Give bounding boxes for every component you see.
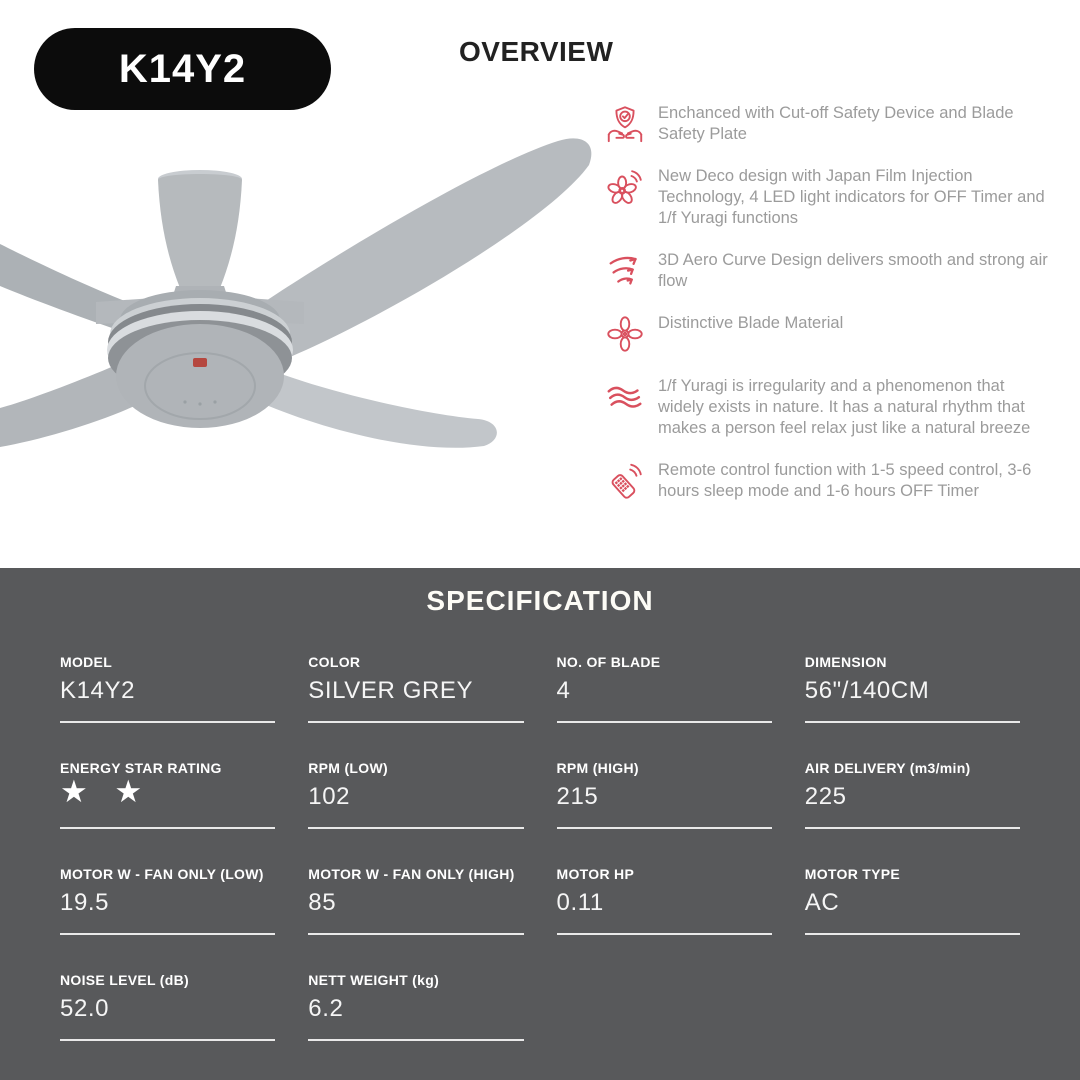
shield-hands-icon bbox=[604, 103, 646, 145]
spec-label: MODEL bbox=[60, 654, 113, 670]
yuragi-wave-icon bbox=[604, 376, 646, 418]
spec-divider bbox=[308, 1039, 523, 1041]
air-flow-icon bbox=[604, 250, 646, 292]
spec-divider bbox=[805, 827, 1020, 829]
spec-value: 102 bbox=[308, 783, 351, 810]
overview-title: OVERVIEW bbox=[459, 36, 614, 67]
feature-text: New Deco design with Japan Film Injection Technology, 4 LED light indicators for OFF Timer and 1/f Yuragi functions bbox=[658, 167, 1045, 227]
spec-value: SILVER GREY bbox=[308, 677, 474, 704]
spec-divider bbox=[308, 721, 523, 723]
spec-label: NETT WEIGHT (kg) bbox=[308, 972, 440, 988]
spec-value: AC bbox=[804, 889, 840, 916]
feature-item bbox=[604, 376, 1056, 439]
feature-text: Remote control function with 1-5 speed control, 3-6 hours sleep mode and 1-6 hours OFF Timer bbox=[658, 461, 1032, 500]
spec-label: MOTOR W - FAN ONLY (LOW) bbox=[60, 866, 264, 882]
spec-cell bbox=[557, 654, 772, 760]
feature-item bbox=[604, 460, 1056, 502]
spec-cell bbox=[557, 760, 772, 866]
spec-divider bbox=[557, 827, 772, 829]
specification-section bbox=[0, 568, 1080, 1080]
spec-value: 52.0 bbox=[60, 995, 110, 1022]
spec-divider bbox=[60, 721, 275, 723]
ceiling-fan-illustration bbox=[0, 128, 620, 570]
spec-cell bbox=[308, 760, 523, 866]
spec-cell bbox=[60, 760, 275, 866]
spec-value: 4 bbox=[556, 677, 571, 704]
spec-label: MOTOR W - FAN ONLY (HIGH) bbox=[308, 866, 515, 882]
spec-divider bbox=[805, 721, 1020, 723]
spec-label: MOTOR TYPE bbox=[804, 866, 901, 882]
spec-value: 215 bbox=[556, 783, 599, 810]
specification-title: SPECIFICATION bbox=[426, 585, 654, 616]
spec-cell bbox=[308, 866, 523, 972]
feature-list bbox=[604, 103, 1056, 502]
spec-divider bbox=[557, 933, 772, 935]
feature-item bbox=[604, 313, 1056, 355]
spec-divider bbox=[60, 933, 275, 935]
feature-text: Distinctive Blade Material bbox=[658, 314, 844, 332]
feature-item bbox=[604, 103, 1056, 145]
specification-grid bbox=[60, 654, 1020, 1078]
spec-cell bbox=[60, 972, 275, 1078]
spec-cell bbox=[805, 654, 1020, 760]
spec-value: K14Y2 bbox=[60, 677, 136, 704]
model-badge bbox=[34, 28, 331, 110]
spec-divider bbox=[308, 827, 523, 829]
spec-value: 225 bbox=[804, 783, 847, 810]
spec-divider bbox=[60, 827, 275, 829]
fan-signal-icon bbox=[604, 166, 646, 208]
spec-cell bbox=[60, 866, 275, 972]
spec-value: 6.2 bbox=[308, 995, 344, 1022]
brand-logo bbox=[193, 358, 207, 367]
product-image bbox=[0, 128, 620, 570]
spec-divider bbox=[60, 1039, 275, 1041]
spec-value: 0.11 bbox=[556, 889, 604, 916]
spec-value: 85 bbox=[308, 889, 337, 916]
spec-value: 19.5 bbox=[60, 889, 110, 916]
feature-text: 1/f Yuragi is irregularity and a phenomenon that widely exists in nature. It has a natural rhythm that makes a person feel relax just like a natural breeze bbox=[658, 377, 1031, 437]
feature-text: Enchanced with Cut-off Safety Device and Blade Safety Plate bbox=[658, 104, 1014, 143]
spec-label: ENERGY STAR RATING bbox=[60, 760, 222, 776]
spec-label: RPM (LOW) bbox=[308, 760, 388, 776]
spec-label: AIR DELIVERY (m3/min) bbox=[804, 760, 971, 776]
spec-divider bbox=[805, 933, 1020, 935]
feature-text: 3D Aero Curve Design delivers smooth and strong air flow bbox=[658, 251, 1048, 290]
spec-label: NOISE LEVEL (dB) bbox=[60, 972, 189, 988]
spec-divider bbox=[557, 721, 772, 723]
spec-cell bbox=[308, 654, 523, 760]
spec-divider bbox=[308, 933, 523, 935]
energy-star-rating: ★ ★ bbox=[60, 774, 152, 809]
spec-value: 56"/140CM bbox=[804, 677, 930, 704]
spec-label: RPM (HIGH) bbox=[556, 760, 639, 776]
spec-label: COLOR bbox=[308, 654, 361, 670]
spec-label: MOTOR HP bbox=[556, 866, 635, 882]
feature-item bbox=[604, 166, 1056, 229]
feature-item bbox=[604, 250, 1056, 292]
spec-cell bbox=[557, 866, 772, 972]
spec-cell bbox=[805, 866, 1020, 972]
blade-icon bbox=[604, 313, 646, 355]
model-badge-label: K14Y2 bbox=[118, 46, 247, 91]
remote-control-icon bbox=[604, 460, 646, 502]
spec-label: NO. OF BLADE bbox=[556, 654, 661, 670]
spec-label: DIMENSION bbox=[804, 654, 887, 670]
spec-cell bbox=[60, 654, 275, 760]
spec-cell bbox=[308, 972, 523, 1078]
spec-cell bbox=[805, 760, 1020, 866]
